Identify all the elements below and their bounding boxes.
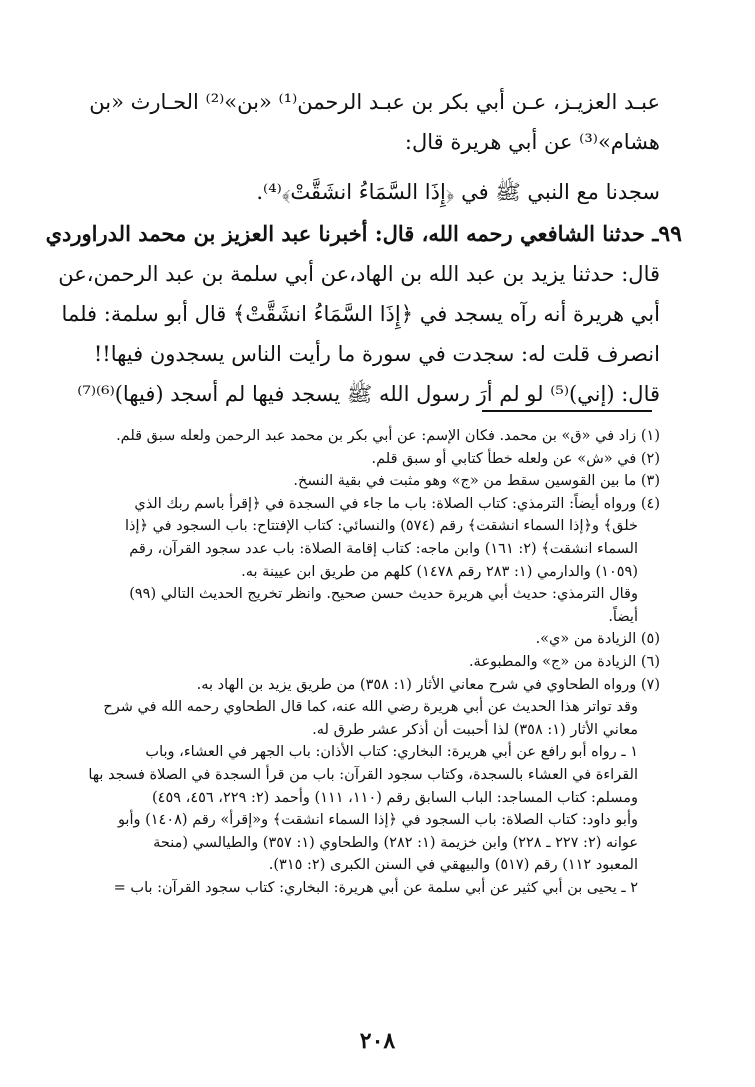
footnote-continuation: (١٠٥٩) والدارمي (١: ٢٨٣ رقم ١٤٧٨) كلهم من طريق ابن عيينة به. (241, 563, 638, 580)
text-line: قال: (إني)⁽⁵⁾ لو لم أرَ رسول الله ﷺ يسجد فيها لم أسجد (فيها)⁽⁶⁾⁽⁷⁾ (77, 382, 660, 406)
footnote-continuation: وقد تواتر هذا الحديث عن أبي هريرة رضي الله عنه، كما قال الطحاوي رحمه الله في شرح (103, 699, 638, 716)
hadith-99-text (45, 214, 682, 414)
footnote-continuation: معاني الأثار (١: ٣٥٨) لذا أحببت أن أذكر عشر طرق له. (312, 721, 638, 738)
text-line: هشام»⁽³⁾ عن أبي هريرة قال: (404, 130, 660, 154)
footnote: (٦) الزيادة من «ج» والمطبوعة. (468, 653, 660, 670)
footnote-divider (482, 410, 652, 412)
footnote-continuation: ٢ ـ يحيى بن أبي كثير عن أبي سلمة عن أبي هريرة: البخاري: كتاب سجود القرآن: باب = (113, 879, 638, 896)
footnote-continuation: عوانه (٢: ٢٢٧ ـ ٢٢٨) وابن خزيمة (١: ٢٨٢) والطحاوي (١: ٣٥٧) والطيالسي (منحة (153, 834, 638, 851)
footnote: (٧) ورواه الطحاوي في شرح معاني الأثار (١: ٣٥٨) من طريق يزيد بن الهاد به. (196, 676, 660, 693)
hadith-99-first-line (45, 214, 682, 254)
footnote: (٤) ورواه أيضاً: الترمذي: كتاب الصلاة: باب ما جاء في السجدة في ﴿إقرأ باسم ربك الذي (134, 495, 660, 512)
footnote: (٥) الزيادة من «ي». (535, 631, 660, 648)
footnote: (٣) ما بين القوسين سقط من «ج» وهو مثبت في بقية النسخ. (293, 473, 660, 490)
text-line: ـ حدثنا الشافعي رحمه الله، قال: أخبرنا عبد العزيز بن محمد الدراوردي (45, 221, 659, 246)
footnote: (٢) في «ش» عن ولعله خطأ كتابي أو سبق قلم. (371, 450, 660, 467)
footnote-continuation: السماء انشقت﴾ (٢: ١٦١) وابن ماجه: كتاب إقامة الصلاة: باب عدد سجود القرآن، رقم (129, 540, 638, 557)
text-line: عبـد العزيـز، عـن أبي بكر بن عبـد الرحمن⁽¹⁾ «بن»⁽²⁾ الحـارث «بن (89, 90, 660, 114)
footnote-continuation: وأبو داود: كتاب الصلاة: باب السجود في ﴿إذا السماء انشقت﴾ و«إقرأ» رقم (١٤٠٨) وأبو (117, 812, 638, 829)
footnote-continuation: وقال الترمذي: حديث أبي هريرة حديث حسن صحيح. وانظر تخريج الحديث التالي (٩٩) (129, 586, 638, 603)
hadith-number: ٩٩ (658, 221, 682, 247)
footnotes (80, 425, 660, 899)
text-line: أبي هريرة أنه رآه يسجد في ﴿إِذَا السَّمَاءُ انشَقَّتْ﴾ قال أبو سلمة: فلما (61, 302, 660, 326)
text-line: انصرف قلت له: سجدت في سورة ما رأيت الناس يسجدون فيها!! (93, 342, 660, 366)
footnote-continuation: أيضاً. (608, 608, 638, 625)
footnote-continuation: القراءة في العشاء بالسجدة، وكتاب سجود القرآن: باب من قرأ السجدة في الصلاة فسجد بها (88, 766, 638, 783)
footnote-continuation: خلق﴾ و﴿إذا السماء انشقت﴾ رقم (٥٧٤) والنسائي: كتاب الإفتتاح: باب السجود في ﴿إذا (124, 518, 638, 535)
text-line: سجدنا مع النبي ﷺ في ﴿إِذَا السَّمَاءُ انشَقَّتْ﴾⁽⁴⁾. (256, 180, 660, 204)
text-line: قال: حدثنا يزيد بن عبد الله بن الهاد،عن أبي سلمة بن عبد الرحمن،عن (58, 262, 660, 286)
footnote-continuation: ١ ـ رواه أبو رافع عن أبي هريرة: البخاري: كتاب الأذان: باب الجهر في العشاء، وباب (145, 744, 638, 761)
footnote: (١) زاد في «ق» بن محمد. فكان الإسم: عن أبي بكر بن محمد عبد الرحمن ولعله سبق قلم. (116, 428, 660, 444)
footnote-continuation: المعبود ١١٢) رقم (٥١٧) والبيهقي في السنن الكبرى (٢: ٣١٥). (268, 857, 638, 874)
footnote-continuation: ومسلم: كتاب المساجد: الباب السابق رقم (١١٠، ١١١) وأحمد (٢: ٢٢٩، ٤٥٦، ٤٥٩) (151, 789, 638, 806)
page-number: ٢٠٨ (359, 1028, 396, 1054)
hadith-98-text (88, 82, 660, 212)
